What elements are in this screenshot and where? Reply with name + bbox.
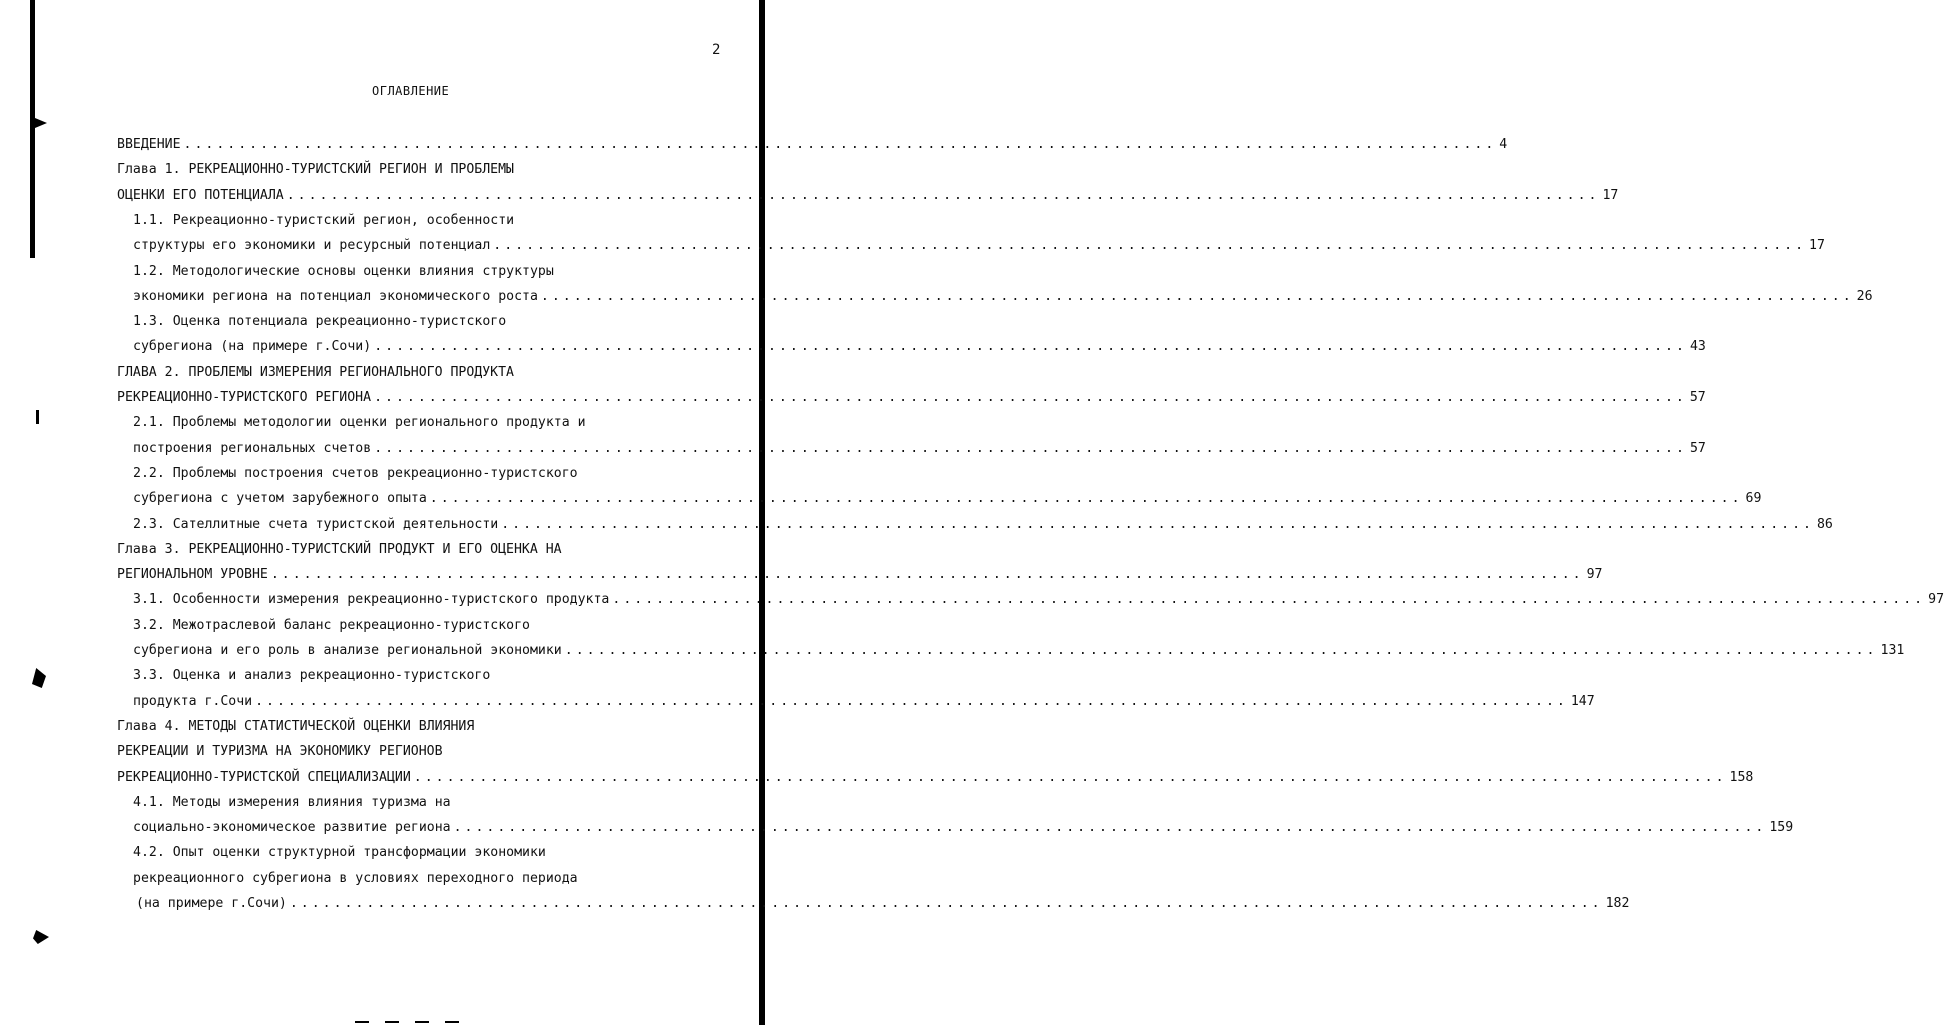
toc-entry [133, 794, 451, 812]
toc-entry [133, 465, 578, 483]
toc-entry-page: 69 [1745, 491, 1762, 507]
toc-entry [117, 389, 1706, 407]
toc-entry-page: 159 [1769, 820, 1794, 836]
toc-entry-text: 1.1. Рекреационно-туристский регион, особенности [133, 212, 515, 228]
toc-dot-leader: ........................................................................................................................ [183, 137, 1497, 152]
toc-entry-text: субрегиона (на примере г.Сочи) [133, 339, 372, 355]
toc-entry-text: рекреационного субрегиона в условиях переходного периода [133, 870, 578, 886]
toc-entry-text: ГЛАВА 2. ПРОБЛЕМЫ ИЗМЕРЕНИЯ РЕГИОНАЛЬНОГО ПРОДУКТА [117, 364, 514, 380]
toc-entry-text: 1.3. Оценка потенциала рекреационно-туристского [133, 314, 507, 330]
toc-entry [117, 718, 474, 736]
toc-entry [133, 617, 530, 635]
toc-dot-leader: ........................................................................................................................ [255, 693, 1568, 709]
toc-entry [133, 263, 554, 281]
toc-entry-text: 3.1. Особенности измерения рекреационно-туристского продукта [133, 592, 610, 608]
toc-entry [133, 516, 1833, 534]
toc-entry-page: 131 [1880, 643, 1905, 658]
toc-entry-page: 57 [1689, 440, 1706, 456]
toc-entry-text: продукта г.Сочи [133, 693, 253, 709]
toc-entry-page: 17 [1602, 187, 1619, 203]
toc-entry [117, 743, 443, 761]
toc-entry-text: субрегиона и его роль в анализе региональной экономики [133, 643, 562, 658]
toc-entry-text: Глава 3. РЕКРЕАЦИОННО-ТУРИСТСКИЙ ПРОДУКТ И ЕГО ОЦЕНКА НА [117, 541, 562, 557]
toc-entry [133, 642, 1905, 660]
toc-entry [133, 237, 1825, 255]
toc-entry-page: 86 [1816, 516, 1833, 532]
toc-entry [133, 212, 514, 230]
toc-entry [133, 819, 1794, 837]
toc-entry [133, 667, 490, 685]
toc-dot-leader: ........................................................................................................................ [453, 820, 1767, 836]
toc-entry [117, 769, 1754, 787]
toc-entry-page: 158 [1729, 769, 1754, 785]
toc-entry-text: РЕКРЕАЦИОННО-ТУРИСТСКОГО РЕГИОНА [117, 390, 372, 405]
toc-entry-page: 182 [1605, 896, 1630, 911]
toc-entry-page: 17 [1809, 238, 1825, 254]
toc-entry-page: 57 [1689, 390, 1706, 405]
toc-entry [117, 187, 1619, 205]
toc-entry-page: 4 [1499, 137, 1508, 152]
toc-entry-page: 26 [1856, 288, 1873, 304]
toc-entry-text: 2.3. Сателлитные счета туристской деятельности [133, 516, 499, 532]
toc-entry [136, 895, 1630, 913]
toc-dot-leader: ........................................................................................................................ [501, 516, 1814, 532]
toc-dot-leader: ........................................................................................................................ [289, 896, 1603, 911]
toc-dot-leader: ........................................................................................................................ [540, 288, 1854, 304]
toc-entry [133, 490, 1762, 508]
toc-entry-text: структуры его экономики и ресурсный потенциал [133, 238, 491, 254]
toc-entry-page: 97 [1928, 592, 1944, 608]
toc-entry-text: 2.2. Проблемы построения счетов рекреационно-туристского [133, 465, 578, 481]
toc-entry-text: РЕКРЕАЦИИ И ТУРИЗМА НА ЭКОНОМИКУ РЕГИОНОВ [117, 744, 443, 760]
toc-entry-text: РЕГИОНАЛЬНОМ УРОВНЕ [117, 567, 268, 583]
toc-title: ОГЛАВЛЕНИЕ [372, 84, 450, 98]
toc-entry-text: 3.3. Оценка и анализ рекреационно-туристского [133, 668, 491, 684]
toc-dot-leader: ........................................................................................................................ [374, 339, 1687, 355]
toc-entry-page: 147 [1570, 693, 1595, 709]
toc-entry-text: 2.1. Проблемы методологии оценки регионального продукта и [133, 415, 586, 431]
toc-entry [117, 161, 514, 179]
toc-dot-leader: ........................................................................................................................ [493, 238, 1807, 254]
toc-dot-leader: ........................................................................................................................ [374, 390, 1687, 405]
toc-entry-text: экономики региона на потенциал экономического роста [133, 288, 538, 304]
toc-entry [117, 364, 514, 382]
toc-dot-leader: ........................................................................................................................ [413, 769, 1727, 785]
toc-entry [133, 591, 1944, 609]
toc-entry-text: 1.2. Методологические основы оценки влияния структуры [133, 263, 554, 279]
toc-entry [133, 414, 586, 432]
toc-dot-leader: ........................................................................................................................ [270, 567, 1584, 583]
toc-entry [133, 870, 578, 888]
toc-entry-text: (на примере г.Сочи) [136, 896, 287, 911]
toc-entry-text: 4.2. Опыт оценки структурной трансформации экономики [133, 845, 546, 861]
toc-entry-text: ОЦЕНКИ ЕГО ПОТЕНЦИАЛА [117, 187, 284, 203]
toc-entry-text: 4.1. Методы измерения влияния туризма на [133, 794, 451, 810]
toc-entry [133, 844, 546, 862]
toc-entry-text: Глава 1. РЕКРЕАЦИОННО-ТУРИСТСКИЙ РЕГИОН И ПРОБЛЕМЫ [117, 162, 514, 178]
toc-entry-text: Глава 4. МЕТОДЫ СТАТИСТИЧЕСКОЙ ОЦЕНКИ ВЛИЯНИЯ [117, 718, 475, 734]
toc-entry [117, 136, 1508, 154]
toc-entry [133, 288, 1873, 306]
toc-entry [133, 693, 1595, 711]
toc-entry-text: субрегиона с учетом зарубежного опыта [133, 491, 427, 507]
toc-entry-text: построения региональных счетов [133, 440, 372, 456]
toc-dot-leader: ........................................................................................................................ [429, 491, 1743, 507]
toc-entry [117, 566, 1603, 584]
toc-dot-leader: ........................................................................................................................ [612, 592, 1926, 608]
page-number: 2 [712, 42, 721, 58]
toc-entry [133, 313, 506, 331]
toc-entry-page: 97 [1586, 567, 1603, 583]
toc-entry [133, 440, 1706, 458]
toc-entry [117, 541, 562, 559]
toc-entry-page: 43 [1689, 339, 1706, 355]
toc-dot-leader: ........................................................................................................................ [286, 187, 1600, 203]
toc-entry-text: 3.2. Межотраслевой баланс рекреационно-туристского [133, 617, 530, 633]
toc-entry [133, 338, 1706, 356]
toc-entry-text: ВВЕДЕНИЕ [117, 137, 181, 152]
toc-dot-leader: ........................................................................................................................ [374, 440, 1687, 456]
toc-dot-leader: ........................................................................................................................ [564, 643, 1878, 658]
toc-entry-text: РЕКРЕАЦИОННО-ТУРИСТСКОЙ СПЕЦИАЛИЗАЦИИ [117, 769, 411, 785]
toc-entry-text: социально-экономическое развитие региона [133, 820, 451, 836]
